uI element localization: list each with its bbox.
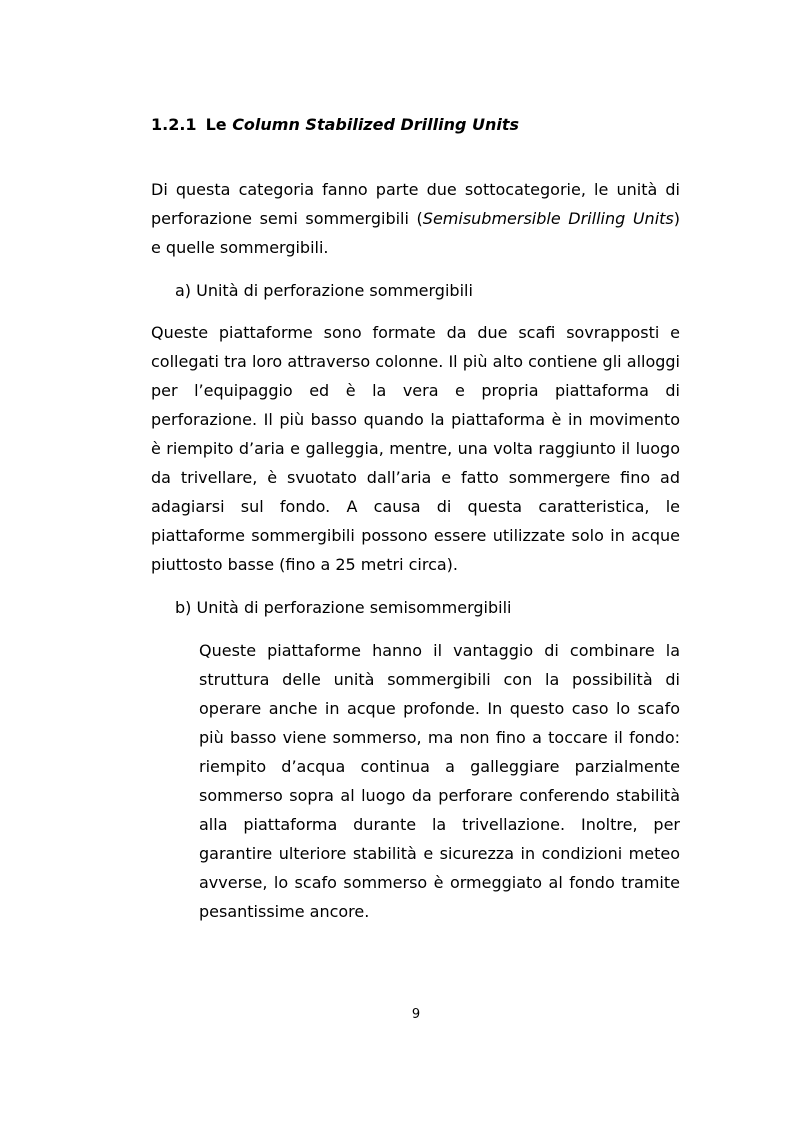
intro-paragraph: [151, 175, 680, 262]
item-a-body: Queste piattaforme sono formate da due scafi sovrapposti e collegati tra loro attraverso colonne. Il più alto contiene gli alloggi per l’equipaggio ed è la vera e propria piattaforma di perforazione. Il più basso quando la piattaforma è in movimento è riempito d’aria e galleggia, mentre, una volta raggiunto il luogo da trivellare, è svuotato dall’aria e fatto sommergere fino ad adagiarsi sul fondo. A causa di questa caratteristica, le piattaforme sommergibili possono essere utilizzate solo in acque piuttosto basse (fino a 25 metri circa).: [151, 323, 680, 574]
item-b-title: b) Unità di perforazione semisommergibili: [175, 598, 512, 617]
page-number: 9: [411, 1007, 421, 1022]
section-title-italic: Column Stabilized Drilling Units: [232, 115, 520, 134]
item-b-body: Queste piattaforme hanno il vantaggio di combinare la struttura delle unità sommergibili con la possibilità di operare anche in acque profonde. In questo caso lo scafo più basso viene sommerso, ma non fino a toccare il fondo: riempito d’acqua continua a galleggiare parzialmente sommerso sopra al luogo da perforare conferendo stabilità alla piattaforma durante la trivellazione. Inoltre, per garantire ulteriore stabilità e sicurezza in condizioni meteo avverse, lo scafo sommerso è ormeggiato al fondo tramite pesantissime ancore.: [199, 641, 680, 921]
intro-text-after: ) e quelle sommergibili.: [151, 209, 681, 257]
section-heading: [151, 113, 519, 137]
item-a-title: a) Unità di perforazione sommergibili: [175, 281, 473, 300]
section-number: 1.2.1: [151, 115, 197, 134]
intro-text-before: Di questa categoria fanno parte due sottocategorie, le unità di perforazione semi sommergibili (: [151, 180, 680, 228]
intro-text-italic: Semisubmersible Drilling Units: [422, 209, 674, 228]
section-title-prefix: Le: [205, 115, 227, 134]
